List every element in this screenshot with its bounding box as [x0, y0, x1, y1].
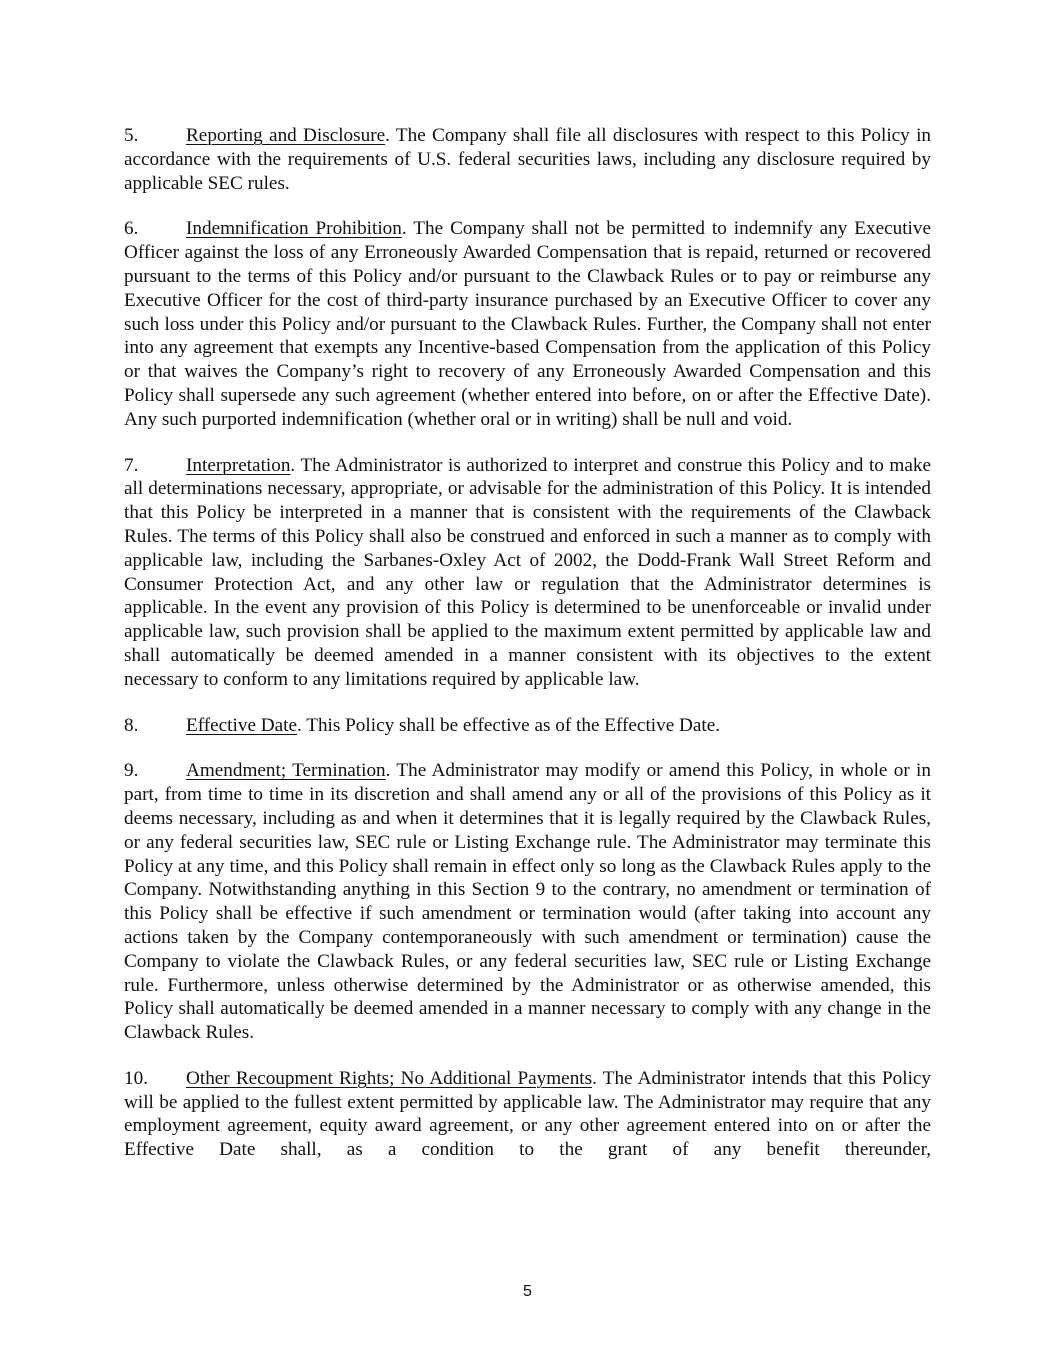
- section-body: . The Administrator is authorized to interpret and construe this Policy and to make all determinations necessary, appropriate, or advisable for the administration of this Policy. It is intended that this Policy be interpreted in a manner that is consistent with the requirements of the Clawback Rules. The terms of this Policy shall also be construed and enforced in such a manner as to comply with applicable law, including the Sarbanes-Oxley Act of 2002, the Dodd-Frank Wall Street Reform and Consumer Protection Act, and any other law or regulation that the Administrator determines is applicable. In the event any provision of this Policy is determined to be unenforceable or invalid under applicable law, such provision shall be applied to the maximum extent permitted by applicable law and shall automatically be deemed amended in a manner consistent with its objectives to the extent necessary to conform to any limitations required by applicable law.: [124, 454, 931, 690]
- section-10-other-recoupment-rights: [124, 1067, 931, 1162]
- section-7-interpretation: [124, 454, 931, 692]
- page-number: 5: [523, 1283, 532, 1300]
- section-number: 8.: [124, 714, 139, 736]
- section-body: . The Company shall not be permitted to indemnify any Executive Officer against the loss of any Erroneously Awarded Compensation that is repaid, returned or recovered pursuant to the terms of this Policy and/or pursuant to the Clawback Rules or to pay or reimburse any Executive Officer for the cost of third-party insurance purchased by an Executive Officer to cover any such loss under this Policy and/or pursuant to the Clawback Rules. Further, the Company shall not enter into any agreement that exempts any Incentive-based Compensation from the application of this Policy or that waives the Company’s right to recovery of any Erroneously Awarded Compensation and this Policy shall supersede any such agreement (whether entered into before, on or after the Effective Date). Any such purported indemnification (whether oral or in writing) shall be null and void.: [124, 218, 932, 430]
- section-heading: Indemnification Prohibition: [186, 218, 402, 240]
- section-number: 7.: [124, 454, 139, 476]
- section-body: . The Administrator may modify or amend this Policy, in whole or in part, from time to time in its discretion and shall amend any or all of the provisions of this Policy as it deems necessary, including as and when it determines that it is legally required by the Clawback Rules, or any federal securities law, SEC rule or Listing Exchange rule. The Administrator may terminate this Policy at any time, and this Policy shall remain in effect only so long as the Clawback Rules apply to the Company. Notwithstanding anything in this Section 9 to the contrary, no amendment or termination of this Policy shall be effective if such amendment or termination would (after taking into account any actions taken by the Company contemporaneously with such amendment or termination) cause the Company to violate the Clawback Rules, or any federal securities law, SEC rule or Listing Exchange rule. Furthermore, unless otherwise determined by the Administrator or as otherwise amended, this Policy shall automatically be deemed amended in a manner necessary to comply with any change in the Clawback Rules.: [124, 760, 931, 1044]
- section-number: 6.: [124, 218, 139, 240]
- section-heading: Effective Date: [186, 714, 297, 736]
- section-9-amendment-termination: [124, 759, 931, 1045]
- section-heading: Other Recoupment Rights; No Additional Payments: [186, 1067, 593, 1089]
- section-heading: Amendment; Termination: [186, 760, 386, 782]
- section-5-reporting-and-disclosure: [124, 124, 931, 195]
- section-number: 10.: [124, 1067, 148, 1089]
- section-8-effective-date: [124, 714, 931, 738]
- section-heading: Interpretation: [186, 454, 291, 476]
- section-number: 5.: [124, 125, 139, 146]
- section-number: 9.: [124, 760, 139, 782]
- section-6-indemnification-prohibition: [124, 217, 931, 431]
- section-body: . The Company shall file all disclosures with respect to this Policy in accordance with the requirements of U.S. federal securities laws, including any disclosure required by applicable SEC rules.: [124, 125, 931, 194]
- section-body: . This Policy shall be effective as of the Effective Date.: [296, 714, 721, 736]
- section-body: . The Administrator intends that this Policy will be applied to the fullest extent permitted by applicable law. The Administrator may require that any employment agreement, equity award agreement, or any other agreement entered into on or after the Effective Date shall, as a condition to the grant of any benefit thereunder,: [124, 1067, 932, 1161]
- document-page: [124, 124, 931, 1162]
- section-heading: Reporting and Disclosure: [186, 125, 386, 146]
